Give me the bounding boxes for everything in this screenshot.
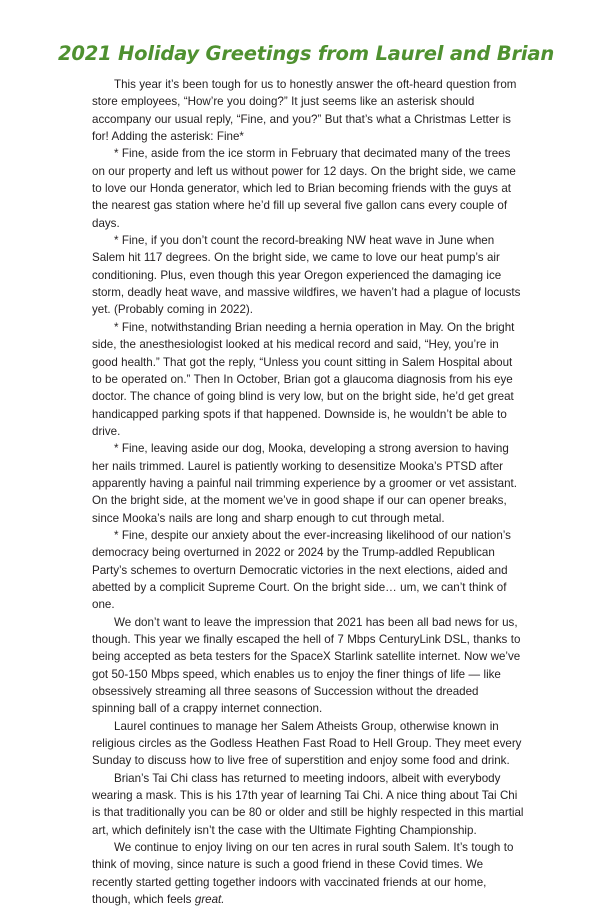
paragraph-starlink: We don’t want to leave the impression that 2021 has been all bad news for us, though. This year we finally escaped the hell of 7 Mbps CenturyLink DSL, thanks to being accepted as beta testers for the SpaceX Starlink satellite internet. Now we’ve got 50-150 Mbps speed, which enables us to enjoy the finer things of life — like obsessively streaming all three seasons of Succession without the dreaded spinning ball of a crappy internet connection. xyxy=(92,615,521,716)
page-title: 2021 Holiday Greetings from Laurel and Brian xyxy=(57,42,555,66)
paragraph-atheists-group: Laurel continues to manage her Salem Atheists Group, otherwise known in religious circles as the Godless Heathen Fast Road to Hell Group. They meet every Sunday to discuss how to live free of superstition and enjoy some food and drink. xyxy=(92,719,522,768)
paragraph-heat-wave: * Fine, if you don’t count the record-breaking NW heat wave in June when Salem hit 117 degrees. On the bright side, we came to love our heat pump’s air conditioning. Plus, even though this year Oregon experienced the damaging ice storm, deadly heat wave, and massive wildfires, we haven’t had a plague of locusts yet. (Probably coming in 2022). xyxy=(92,234,521,317)
paragraph-mooka: * Fine, leaving aside our dog, Mooka, developing a strong aversion to having her nails trimmed. Laurel is patiently working to desensitize Mooka’s PTSD after apparently having a painful nail trimming experience by a groomer or vet assistant. On the bright side, at the moment we’ve in good shape if our can opener breaks, since Mooka’s nails are long and sharp enough to cut through metal. xyxy=(92,442,517,525)
paragraph-democracy: * Fine, despite our anxiety about the ever-increasing likelihood of our nation’s democracy being overturned in 2022 or 2024 by the Trump-addled Republican Party’s schemes to overturn Democratic victories in the next elections, aided and abetted by a complicit Supreme Court. On the bright side… um, we can’t think of one. xyxy=(92,528,511,612)
paragraph-tai-chi: Brian’s Tai Chi class has returned to meeting indoors, albeit with everybody wearing a mask. This is his 17th year of learning Tai Chi. A nice thing about Tai Chi is that traditionally you can be 80 or older and still be highly respected in this martial art, which definitely isn’t the case with the Ultimate Fighting Championship. xyxy=(92,771,524,837)
paragraph-ten-acres-emphasis: great. xyxy=(194,893,225,907)
paragraph-ice-storm: * Fine, aside from the ice storm in February that decimated many of the trees on our property and left us without power for 12 days. On the bright side, we came to love our Honda generator, which led to Brian becoming friends with the guys at the nearest gas station where he’d fill up several five gallon cans every couple of days. xyxy=(92,147,516,230)
paragraph-ten-acres xyxy=(92,839,524,908)
letter-body xyxy=(92,76,524,909)
paragraph-ten-acres-text: We continue to enjoy living on our ten acres in rural south Salem. It’s tough to think of moving, since nature is such a good friend in these Covid times. We recently started getting together indoors with vaccinated friends at our home, though, which feels xyxy=(92,841,514,907)
paragraph-hernia-glaucoma: * Fine, notwithstanding Brian needing a hernia operation in May. On the bright side, the anesthesiologist looked at his medical record and said, “Hey, you’re in good health.” That got the reply, “Unless you count sitting in Salem Hospital about to be operated on.” Then In October, Brian got a glaucoma diagnosis from his eye doctor. The chance of going blind is very low, but on the bright side, he’d get great handicapped parking spots if that happened. Downside is, he wouldn’t be able to drive. xyxy=(92,320,515,438)
paragraph-intro: This year it’s been tough for us to honestly answer the oft-heard question from store employees, “How’re you doing?” It just seems like an asterisk should accompany our usual reply, “Fine, and you?” But that’s what a Christmas Letter is for! Adding the asterisk: Fine* xyxy=(92,78,517,144)
